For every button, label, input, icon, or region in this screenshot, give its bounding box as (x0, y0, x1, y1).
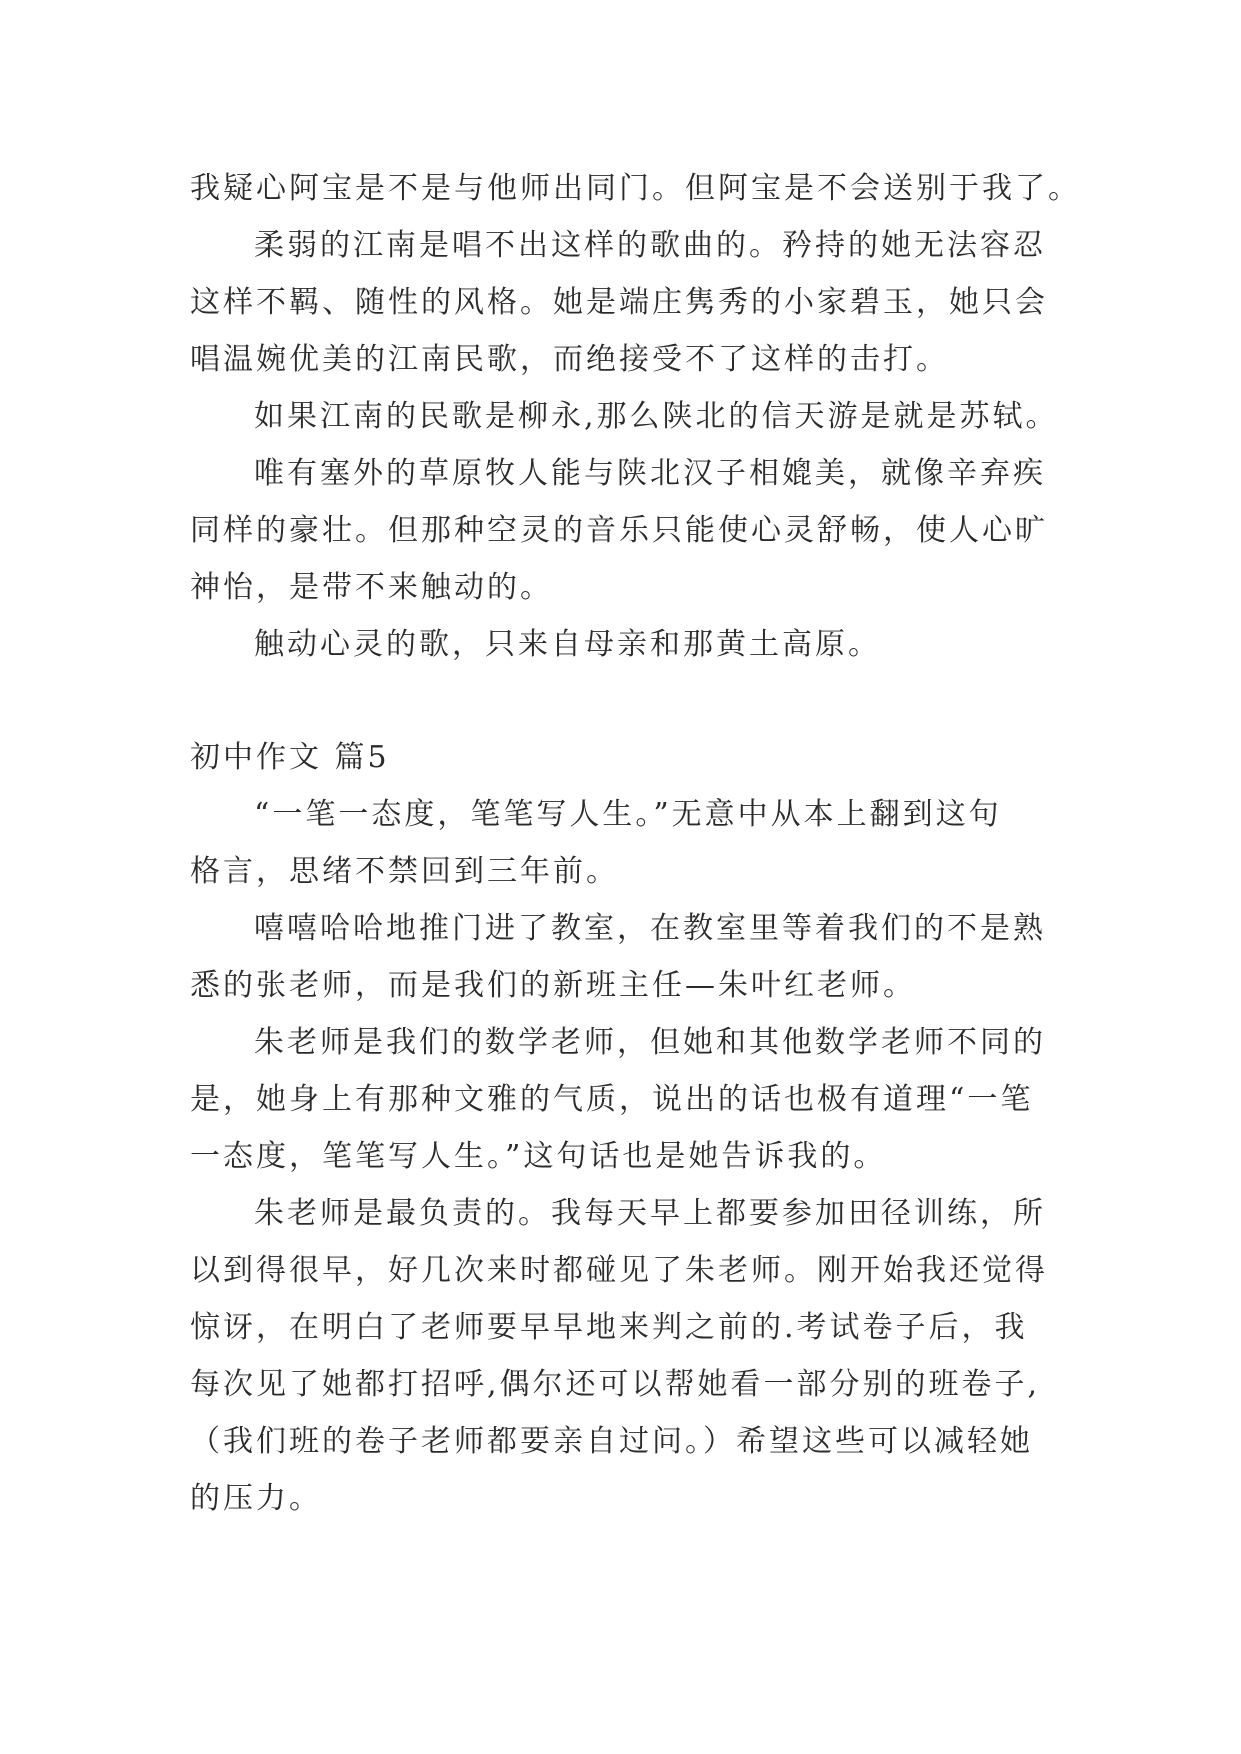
text-line: 悉的张老师，而是我们的新班主任—朱叶红老师。 (190, 968, 916, 1003)
text-line: 唯有塞外的草原牧人能与陕北汉子相媲美，就像辛弃疾 (254, 456, 1046, 491)
text-line: 每次见了她都打招呼,偶尔还可以帮她看一部分别的班卷子, (190, 1367, 1041, 1402)
text-line: 一态度，笔笔写人生。”这句话也是她告诉我的。 (190, 1139, 887, 1174)
text-line: 同样的豪壮。但那种空灵的音乐只能使心灵舒畅，使人心旷 (190, 513, 1048, 548)
text-line: 这样不羁、随性的风格。她是端庄隽秀的小家碧玉，她只会 (190, 285, 1048, 320)
text-line: 是，她身上有那种文雅的气质，说出的话也极有道理“一笔 (190, 1082, 1034, 1117)
text-line: 的压力。 (190, 1481, 322, 1516)
paragraph-b2-p3 (190, 1014, 1070, 1185)
text-line: 朱老师是我们的数学老师，但她和其他数学老师不同的 (254, 1025, 1046, 1060)
section-heading: 初中作文 篇5 (190, 740, 390, 775)
text-line: 朱老师是最负责的。我每天早上都要参加田径训练，所 (254, 1196, 1046, 1231)
text-line: 如果江南的民歌是柳永,那么陕北的信天游是就是苏轼。 (254, 399, 1059, 434)
text-line: 惊讶，在明白了老师要早早地来判之前的.考试卷子后，我 (190, 1310, 1028, 1345)
section-gap (190, 673, 1070, 729)
text-line: 触动心灵的歌，只来自母亲和那黄土高原。 (254, 627, 881, 662)
paragraph-b2-p4 (190, 1185, 1070, 1527)
text-line: 柔弱的江南是唱不出这样的歌曲的。矜持的她无法容忍 (254, 228, 1046, 263)
text-line: 我疑心阿宝是不是与他师出同门。但阿宝是不会送别于我了。 (190, 171, 1081, 206)
paragraph-b1-p5 (190, 616, 1070, 673)
text-line: “一笔一态度，笔笔写人生。”无意中从本上翻到这句 (254, 797, 1002, 832)
text-line: 以到得很早，好几次来时都碰见了朱老师。刚开始我还觉得 (190, 1253, 1048, 1288)
paragraph-b1-p2 (190, 217, 1070, 388)
text-line: （我们班的卷子老师都要亲自过问。）希望这些可以减轻她 (190, 1424, 1033, 1459)
text-line: 格言，思绪不禁回到三年前。 (190, 854, 619, 889)
text-line: 神怡，是带不来触动的。 (190, 570, 553, 605)
paragraph-b2-p2 (190, 900, 1070, 1014)
paragraph-b1-p3 (190, 388, 1070, 445)
paragraph-b1-p4 (190, 445, 1070, 616)
text-line: 唱温婉优美的江南民歌，而绝接受不了这样的击打。 (190, 342, 949, 377)
document-body (190, 160, 1081, 1527)
paragraph-b2-p1 (190, 786, 1070, 900)
paragraph-b1-p1 (190, 160, 1081, 217)
text-line: 嘻嘻哈哈地推门进了教室，在教室里等着我们的不是熟 (254, 911, 1046, 946)
